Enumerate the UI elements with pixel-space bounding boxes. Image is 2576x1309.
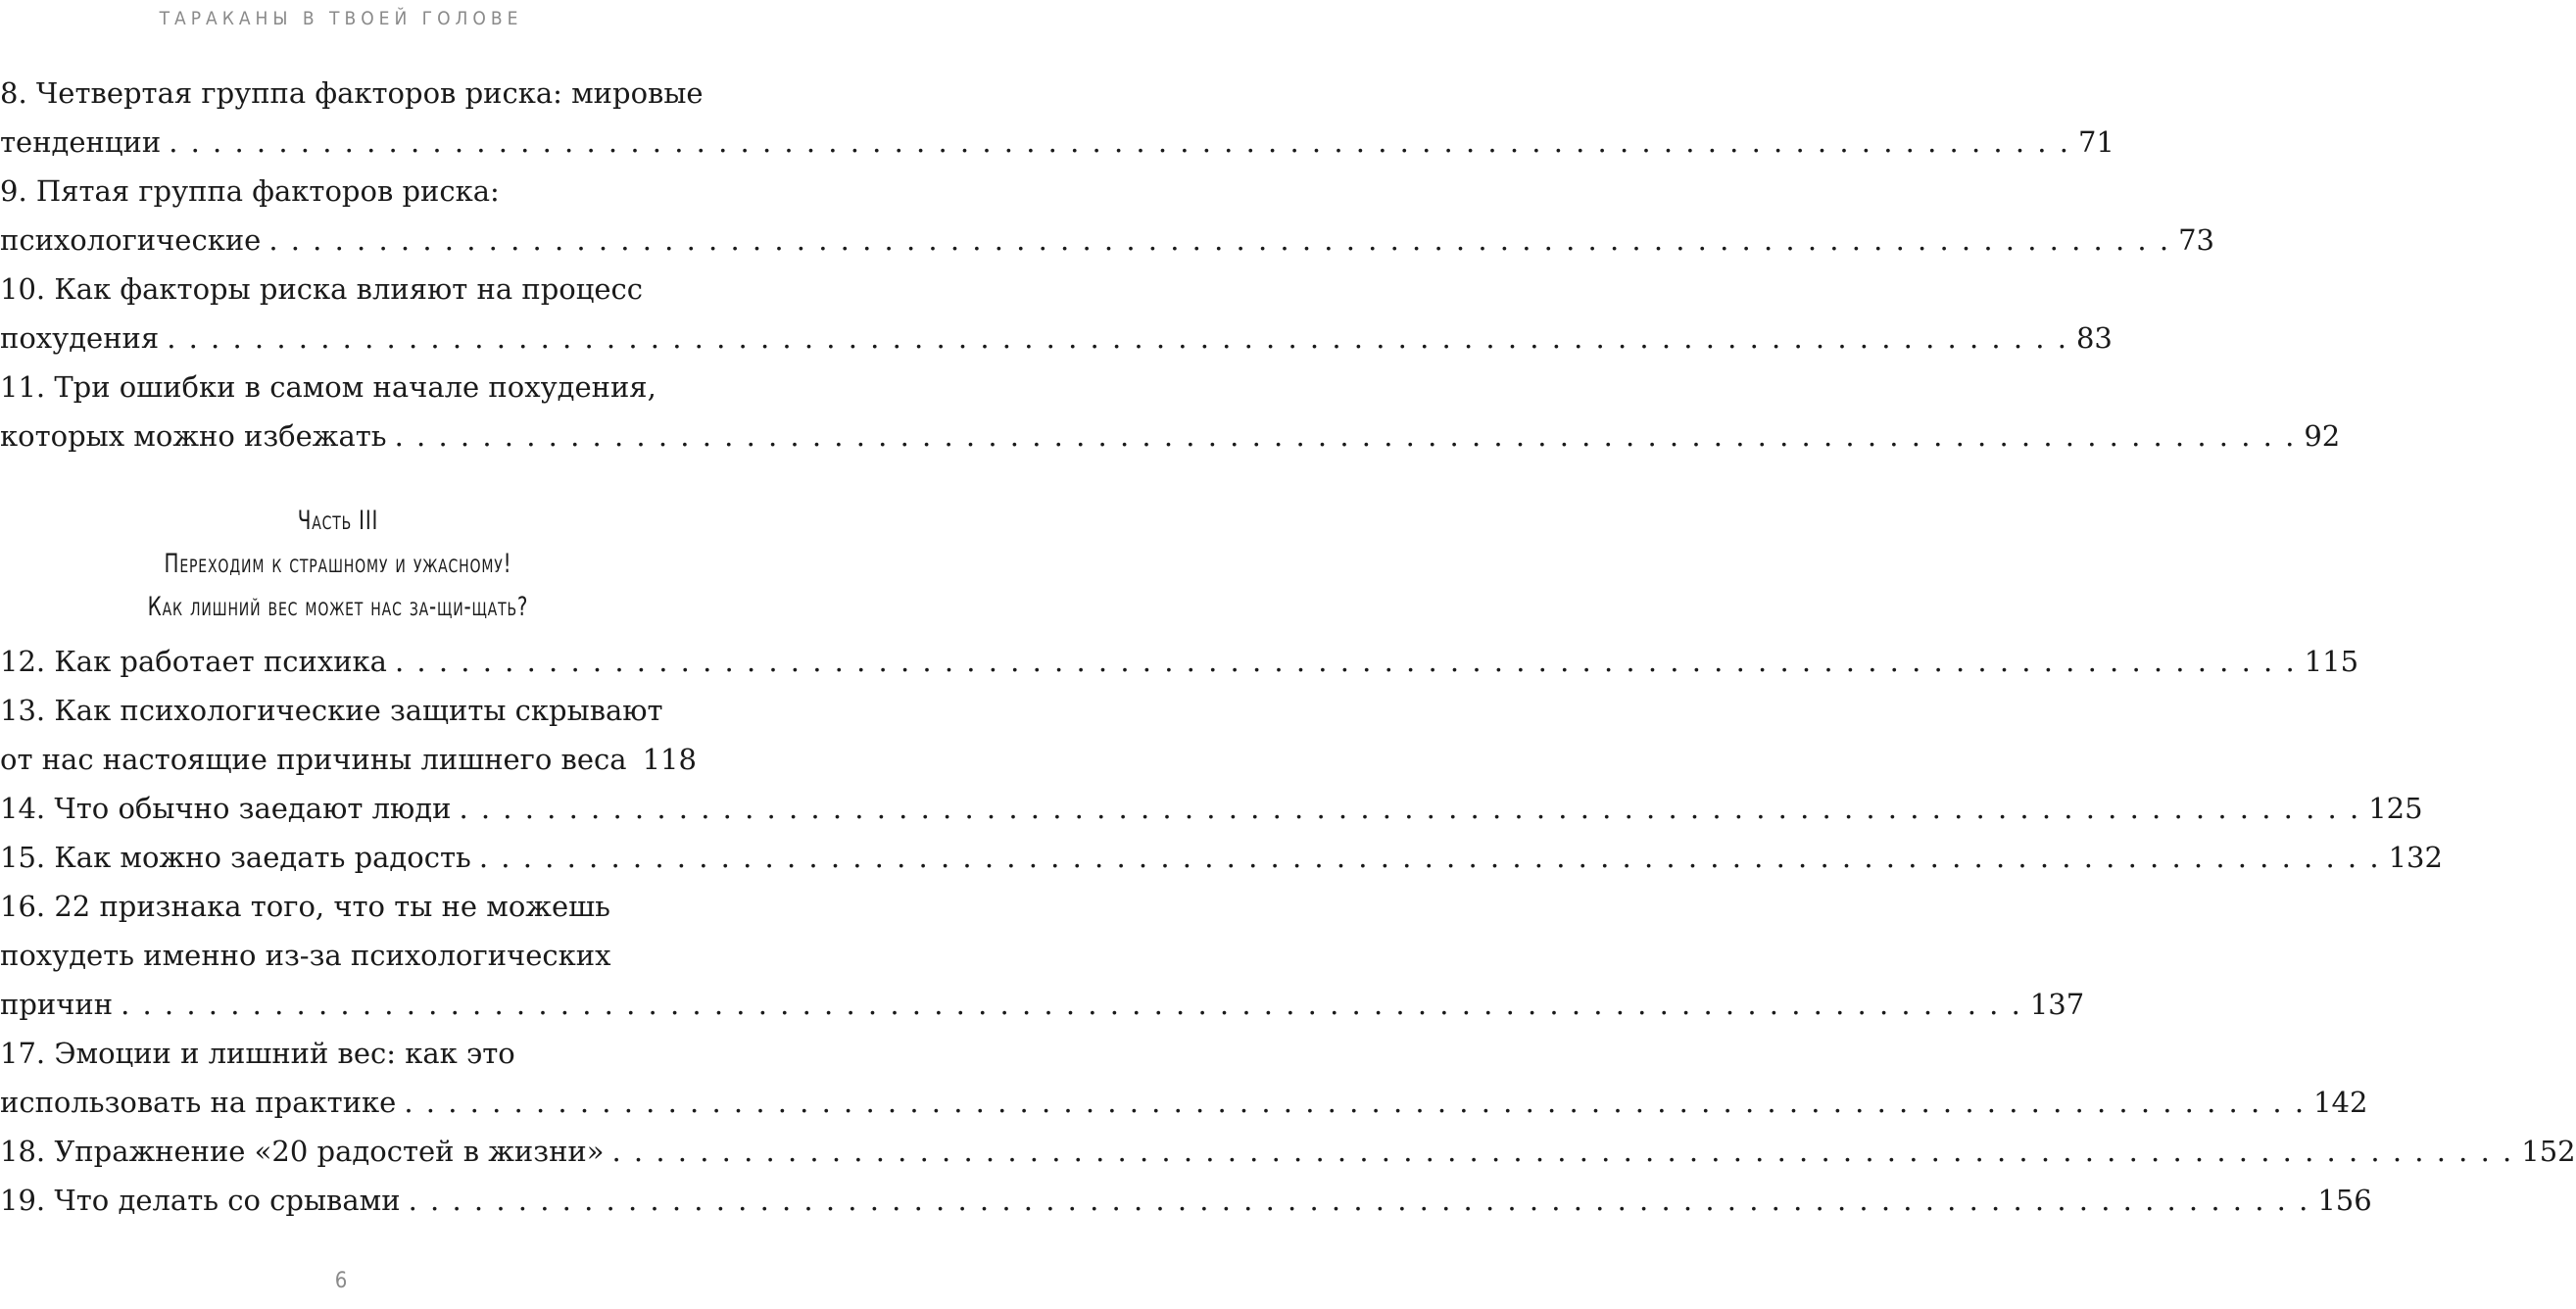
toc-entry-last-line	[0, 314, 2113, 363]
toc-entry-page-number: 125	[2368, 792, 2423, 825]
toc-entry-title-line: тенденции	[0, 125, 162, 159]
toc-entry-title-line: психологические	[0, 223, 262, 257]
toc-entry-page-number: 92	[2304, 419, 2341, 453]
dot-leader	[121, 980, 2022, 1029]
page-number: 6	[334, 1269, 348, 1293]
toc-entry-page-number: 132	[2388, 841, 2443, 874]
toc-entry[interactable]	[0, 833, 2443, 882]
toc-entry-last-line	[0, 784, 2423, 833]
toc-entry[interactable]	[0, 1176, 2372, 1225]
part-title-line-1: Переходим к страшному и ужасному!	[164, 549, 512, 579]
toc-entry-last-line	[0, 980, 2085, 1029]
toc-entry[interactable]	[0, 1127, 2576, 1176]
toc-entry-title-line: 18. Упражнение «20 радостей в жизни»	[0, 1135, 605, 1168]
toc-entry-page-number: 156	[2317, 1184, 2372, 1217]
part-label: Часть III	[297, 506, 379, 536]
toc-entry-last-line	[0, 1078, 2368, 1127]
toc-entry-title-line: которых можно избежать	[0, 419, 387, 453]
toc-entry-page-number: 115	[2304, 645, 2359, 678]
toc-entry-last-line	[0, 216, 2214, 265]
toc-entry[interactable]	[0, 1029, 2368, 1127]
toc-entry-last-line	[0, 637, 2359, 686]
toc-entry-last-line	[0, 118, 2114, 167]
toc-entry-title-line: похудеть именно из-за психологических	[0, 939, 611, 972]
dot-leader	[395, 412, 2297, 461]
toc-entry[interactable]	[0, 882, 2085, 1029]
toc-entry-page-number: 71	[2077, 125, 2114, 159]
toc-entry-last-line	[0, 735, 697, 784]
toc-entry[interactable]	[0, 686, 697, 784]
part-title-line-2: Как лишний вес может нас за-щи-щать?	[147, 592, 529, 622]
dot-leader	[268, 216, 2170, 265]
toc-entry-page-number: 142	[2313, 1086, 2368, 1119]
toc-entry-title-line: причин	[0, 988, 114, 1021]
toc-entry-title-line: 13. Как психологические защиты скрывают	[0, 694, 663, 727]
dot-leader	[404, 1078, 2306, 1127]
toc-entry[interactable]	[0, 265, 2113, 363]
dot-leader	[409, 1176, 2310, 1225]
toc-entry-last-line	[0, 412, 2341, 461]
toc-entry-title-line: 10. Как факторы риска влияют на процесс	[0, 272, 644, 306]
dot-leader	[395, 637, 2297, 686]
dot-leader	[167, 314, 2068, 363]
dot-leader	[459, 784, 2360, 833]
toc-entry-title-line: 12. Как работает психика	[0, 645, 387, 678]
toc-entry-title-line: 17. Эмоции и лишний вес: как это	[0, 1037, 515, 1070]
toc-group-part-3	[0, 637, 2576, 1225]
part-heading	[0, 500, 676, 629]
toc-entry-title-line: от нас настоящие причины лишнего веса	[0, 743, 627, 776]
toc-entry[interactable]	[0, 637, 2359, 686]
toc-entry-page-number: 152	[2521, 1135, 2576, 1168]
dot-leader	[169, 118, 2070, 167]
toc-entry-title-line: 9. Пятая группа факторов риска:	[0, 174, 500, 208]
toc-entry-page-number: 137	[2029, 988, 2085, 1021]
toc-entry-title-line: 15. Как можно заедать радость	[0, 841, 471, 874]
toc-entry-title-line: похудения	[0, 321, 160, 355]
toc-entry-title-line: 16. 22 признака того, что ты не можешь	[0, 890, 610, 923]
toc-group-part-2	[0, 69, 2341, 461]
toc-entry-page-number: 83	[2075, 321, 2113, 355]
toc-entry-last-line	[0, 1176, 2372, 1225]
toc-entry-title-line: 14. Что обычно заедают люди	[0, 792, 452, 825]
toc-entry-title-line: 8. Четвертая группа факторов риска: мировые	[0, 76, 704, 110]
toc-entry-title-line: 11. Три ошибки в самом начале похудения,	[0, 370, 656, 404]
dot-leader	[611, 1127, 2513, 1176]
toc-entry-last-line	[0, 833, 2443, 882]
dot-leader	[479, 833, 2381, 882]
toc-entry[interactable]	[0, 69, 2114, 167]
toc-entry-title-line: 19. Что делать со срывами	[0, 1184, 401, 1217]
toc-entry-last-line	[0, 1127, 2576, 1176]
table-of-contents	[0, 69, 2576, 1225]
toc-entry-page-number: 73	[2178, 223, 2214, 257]
toc-entry[interactable]	[0, 784, 2423, 833]
toc-entry-title-line: использовать на практике	[0, 1086, 397, 1119]
toc-entry-page-number: 118	[642, 743, 697, 776]
toc-entry[interactable]	[0, 363, 2341, 461]
toc-entry[interactable]	[0, 167, 2214, 265]
running-head: ТАРАКАНЫ В ТВОЕЙ ГОЛОВЕ	[159, 8, 523, 29]
